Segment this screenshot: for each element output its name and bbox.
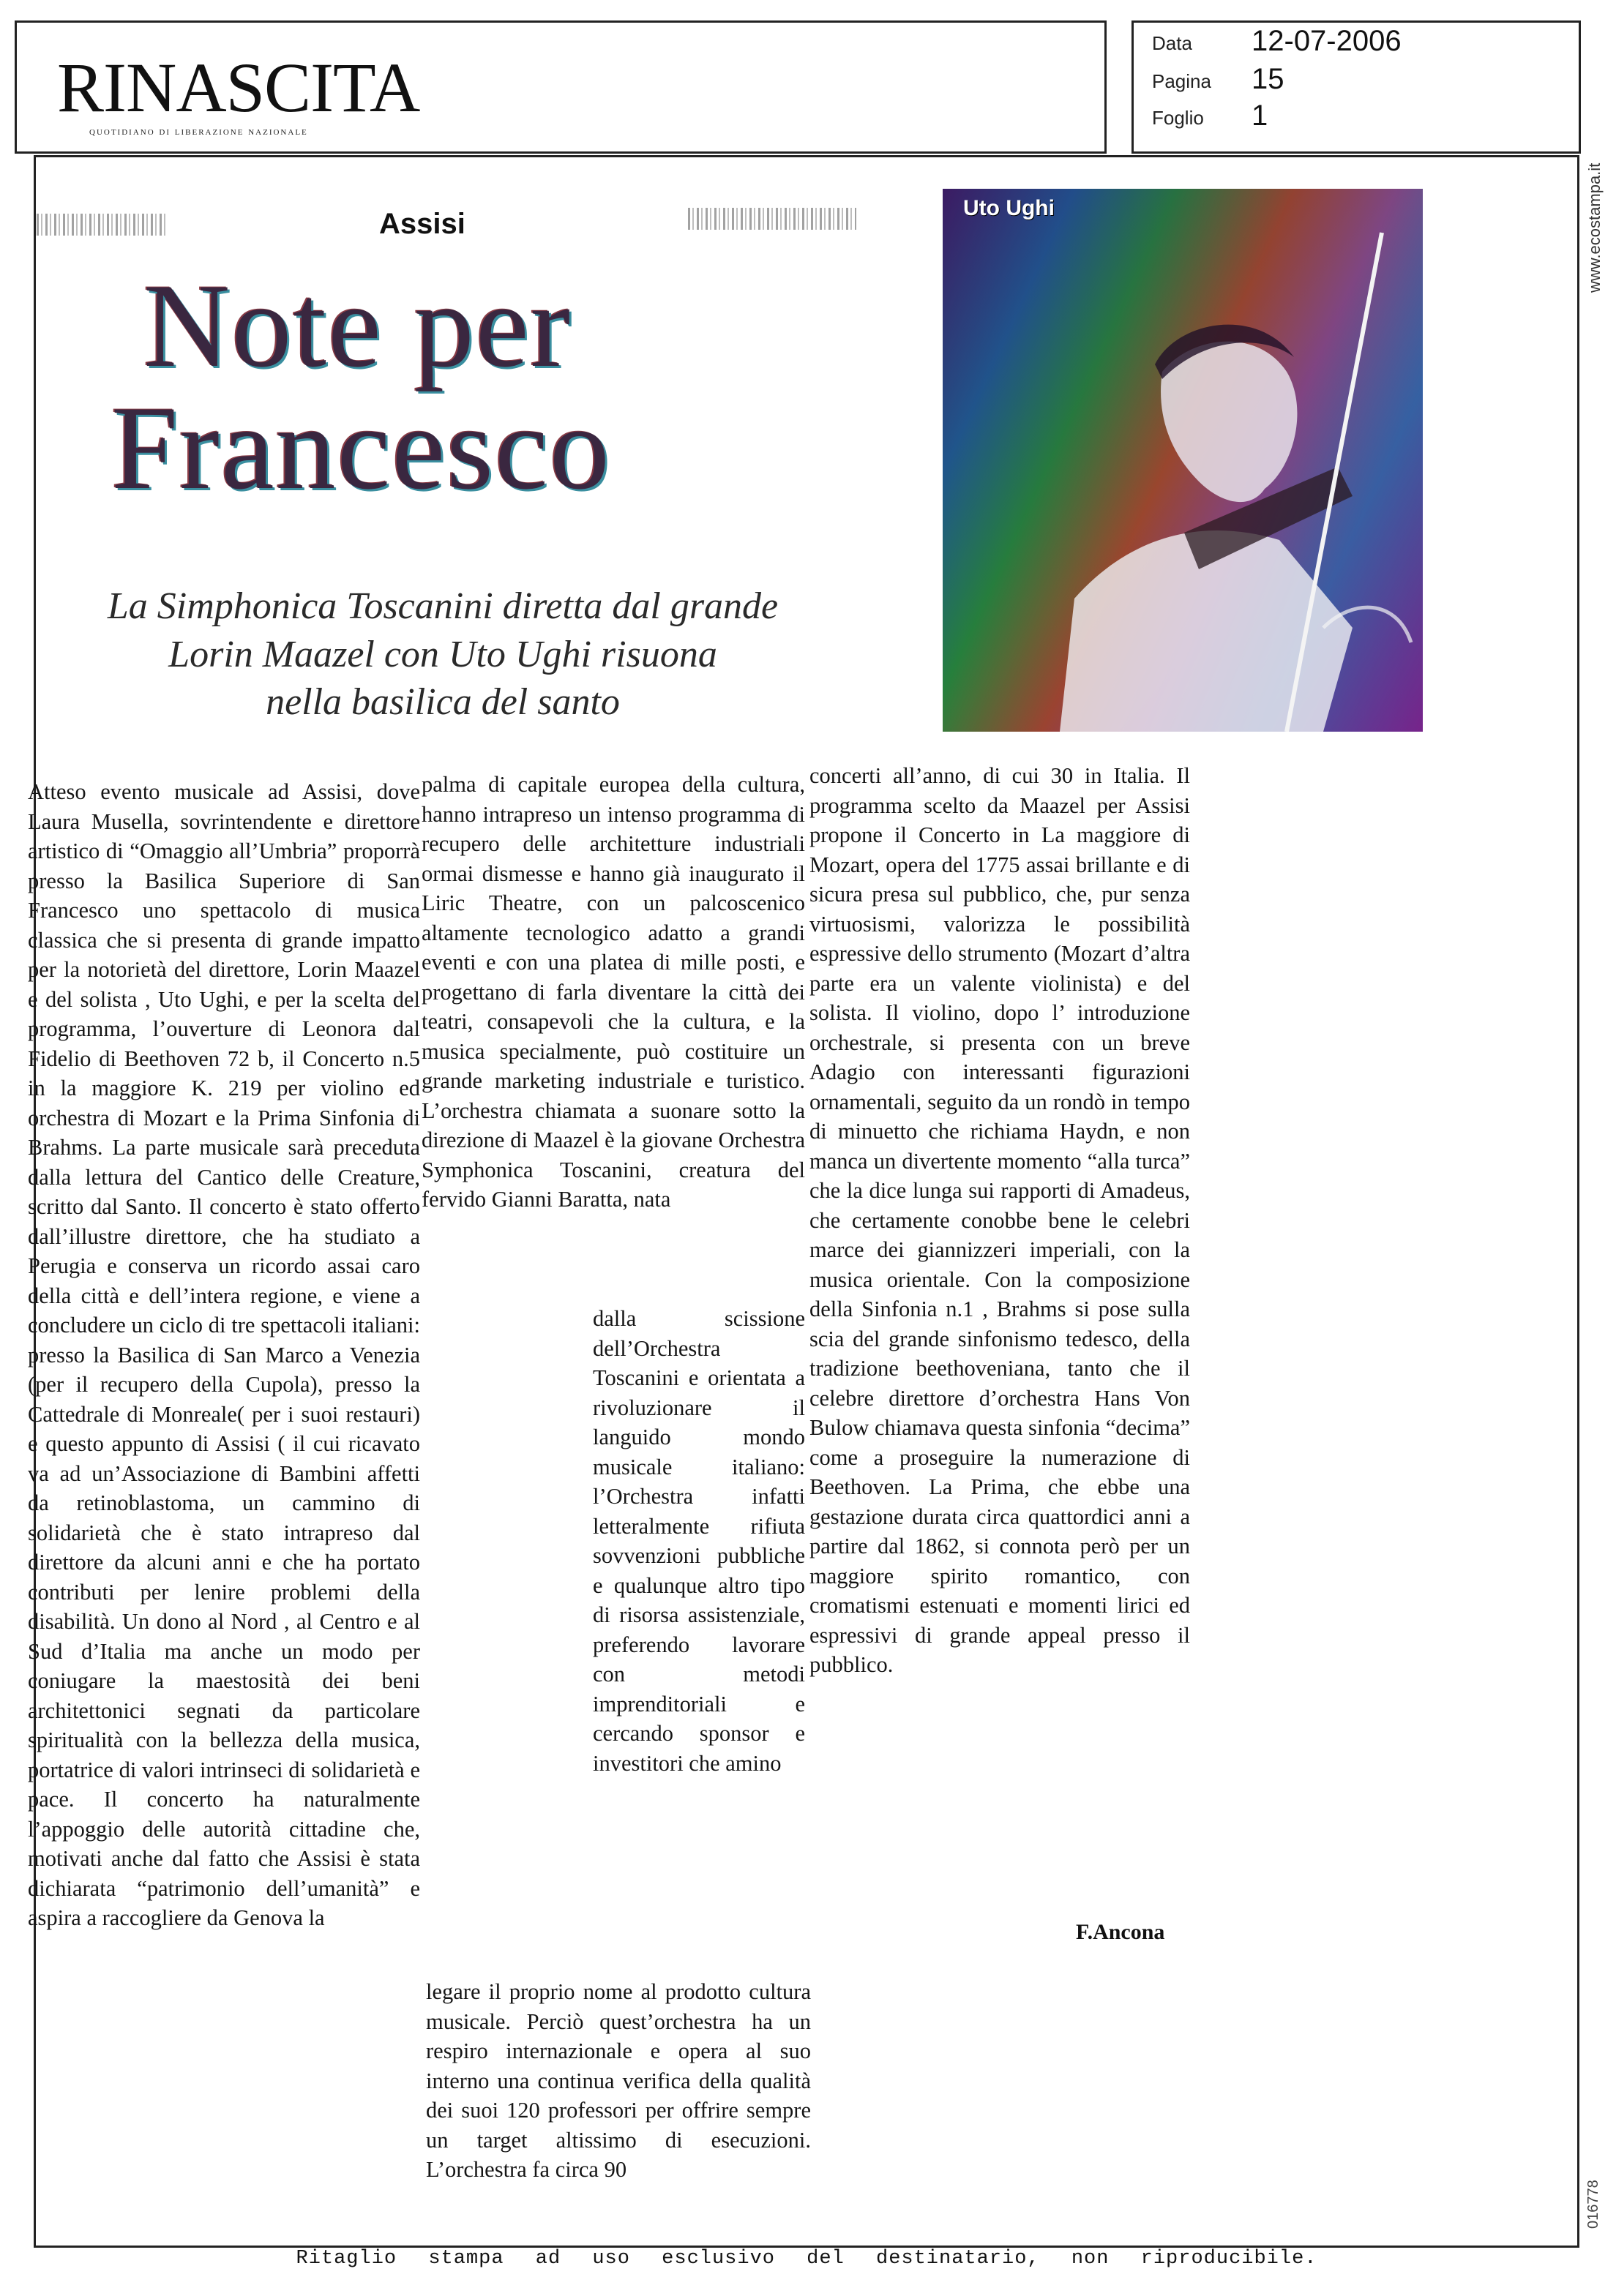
article-byline: F.Ancona <box>1076 1920 1165 1944</box>
violinist-photo <box>943 189 1423 732</box>
print-noise <box>37 214 168 236</box>
date-value: 12-07-2006 <box>1252 25 1402 57</box>
page-label: Pagina <box>1152 70 1211 92</box>
subhead-line-2: Lorin Maazel con Uto Ughi risuona <box>168 633 717 675</box>
violinist-illustration <box>943 189 1423 732</box>
print-noise <box>688 208 856 230</box>
newspaper-logo: RINASCITA <box>57 48 420 127</box>
subhead-line-1: La Simphonica Toscanini diretta dal grande <box>107 585 779 627</box>
sheet-label: Foglio <box>1152 107 1204 129</box>
page-value: 15 <box>1252 63 1284 95</box>
article-column-1: Atteso evento musicale ad Assisi, dove Laura Musella, sovrintendente e direttore artistico di “Omaggio all’Umbria” proporrà presso la Basilica Superiore di San Francesco uno spettacolo di musica classica che si presenta di grande impatto per la notorietà del direttore, Lorin Maazel e del solista , Uto Ughi, e per la scelta del programma, l’ouverture di Leonora dal Fidelio di Beethoven 72 b, il Concerto n.5 in la maggiore K. 219 per violino ed orchestra di Mozart e la Prima Sinfonia di Brahms. La parte musicale sarà preceduta dalla lettura del Cantico delle Creature, scritto dal Santo. Il concerto è stato offerto dall’illustre direttore, che ha studiato a Perugia e conserva un ricordo assai caro della città e dell’intera regione, e viene a concludere un ciclo di tre spettacoli italiani: presso la Basilica di San Marco a Venezia (per il recupero della Cupola), presso la Cattedrale di Monreale( per i suoi restauri) e questo appunto di Assisi ( il cui ricavato va ad un’Associazione di Bambini affetti da retinoblastoma, un cammino di solidarietà che è stato intrapreso dal direttore da alcuni anni e che ha portato contributi per lenire problemi della disabilità. Un dono al Nord , al Centro e al Sud d’Italia ma anche un modo per coniugare la maestosità dei beni architettonici segnati da particolare spiritualità con la bellezza della musica, portatrice di valori intrinseci di solidarietà e pace. Il concerto ha naturalmente l’appoggio delle autorità cittadine che, motivati anche dal fatto che Assisi è stata dichiarata “patrimonio dell’umanità” e aspira a raccogliere da Genova la <box>28 779 420 1930</box>
footer-notice: Ritaglio stampa ad uso esclusivo del destinatario, non riproducibile. <box>296 2248 1317 2270</box>
article-column-2-narrow: dalla scissione dell’Orchestra Toscanini e orientata a rivoluzionare il languido mondo musicale italiano: l’Orchestra infatti letteralmente rifiuta sovvenzioni pubbliche e qualunque altro tipo di risorsa assistenziale, preferendo lavorare con metodi imprenditoriali e cercando sponsor e investitori che amino <box>593 1306 805 1776</box>
article-subheading <box>44 582 842 727</box>
article-headline <box>73 260 805 515</box>
newspaper-tagline: quotidiano di liberazione nazionale <box>89 126 308 138</box>
photo-caption: Uto Ughi <box>963 196 1055 220</box>
sheet-value: 1 <box>1252 100 1268 132</box>
headline-line-2: Francesco <box>111 382 611 515</box>
article-column-2-bottom: legare il proprio nome al prodotto cultura musicale. Perciò quest’orchestra ha un respiro internazionale e opera al suo interno una continua verifica della qualità dei suoi 120 professori per offrire sempre un target altissimo di esecuzioni. L’orchestra fa circa 90 <box>426 1979 811 2182</box>
date-label: Data <box>1152 32 1192 54</box>
side-code: 016778 <box>1585 2180 1601 2229</box>
headline-line-1: Note per <box>143 260 572 392</box>
article-kicker: Assisi <box>379 208 465 240</box>
subhead-line-3: nella basilica del santo <box>266 681 620 724</box>
article-column-3: concerti all’anno, di cui 30 in Italia. Il programma scelto da Maazel per Assisi propone il Concerto in La maggiore di Mozart, opera del 1775 assai brillante e di sicura presa sul pubblico, che, pur senza virtuosismi, valorizza le possibilità espressive dello strumento (Mozart d’altra parte era un valente violinista) e del solista. Il violino, dopo l’ introduzione orchestrale, si presenta con un breve Adagio con interessanti figurazioni ornamentali, seguito da un rondò in tempo di minuetto che richiama Haydn, e non manca un divertente momento “alla turca” che la dice lunga sui rapporti di Amadeus, che certamente conobbe bene le celebri marce dei giannizzeri imperiali, con la musica orientale. Con la composizione della Sinfonia n.1 , Brahms si pose sulla scia del grande sinfonismo tedesco, della tradizione beethoveniana, tanto che il celebre direttore d’orchestra Hans Von Bulow chiamava questa sinfonia “decima” come a proseguire la numerazione di Beethoven. La Prima, che ebbe una gestazione durata circa quattordici anni a partire dal 1862, si connota però per un maggiore spirito romantico, con cromatismi estenuati e momenti lirici ed espressivi di grande appeal presso il pubblico. <box>809 763 1191 1677</box>
side-url: www.ecostampa.it <box>1585 162 1604 293</box>
article-column-2-top: palma di capitale europea della cultura, hanno intrapreso un intenso programma di recupero delle architetture industriali ormai dismesse e hanno già inaugurato il Liric Theatre, con un palcoscenico altamente tecnologico adatto a grandi eventi e con una platea di mille posti, e progettano di farla diventare la città dei teatri, consapevoli che la cultura, e la musica specialmente, può costituire un grande marketing industriale e turistico. L’orchestra chiamata a suonare sotto la direzione di Maazel è la giovane Orchestra Symphonica Toscanini, creatura del fervido Gianni Baratta, nata <box>422 772 805 1212</box>
